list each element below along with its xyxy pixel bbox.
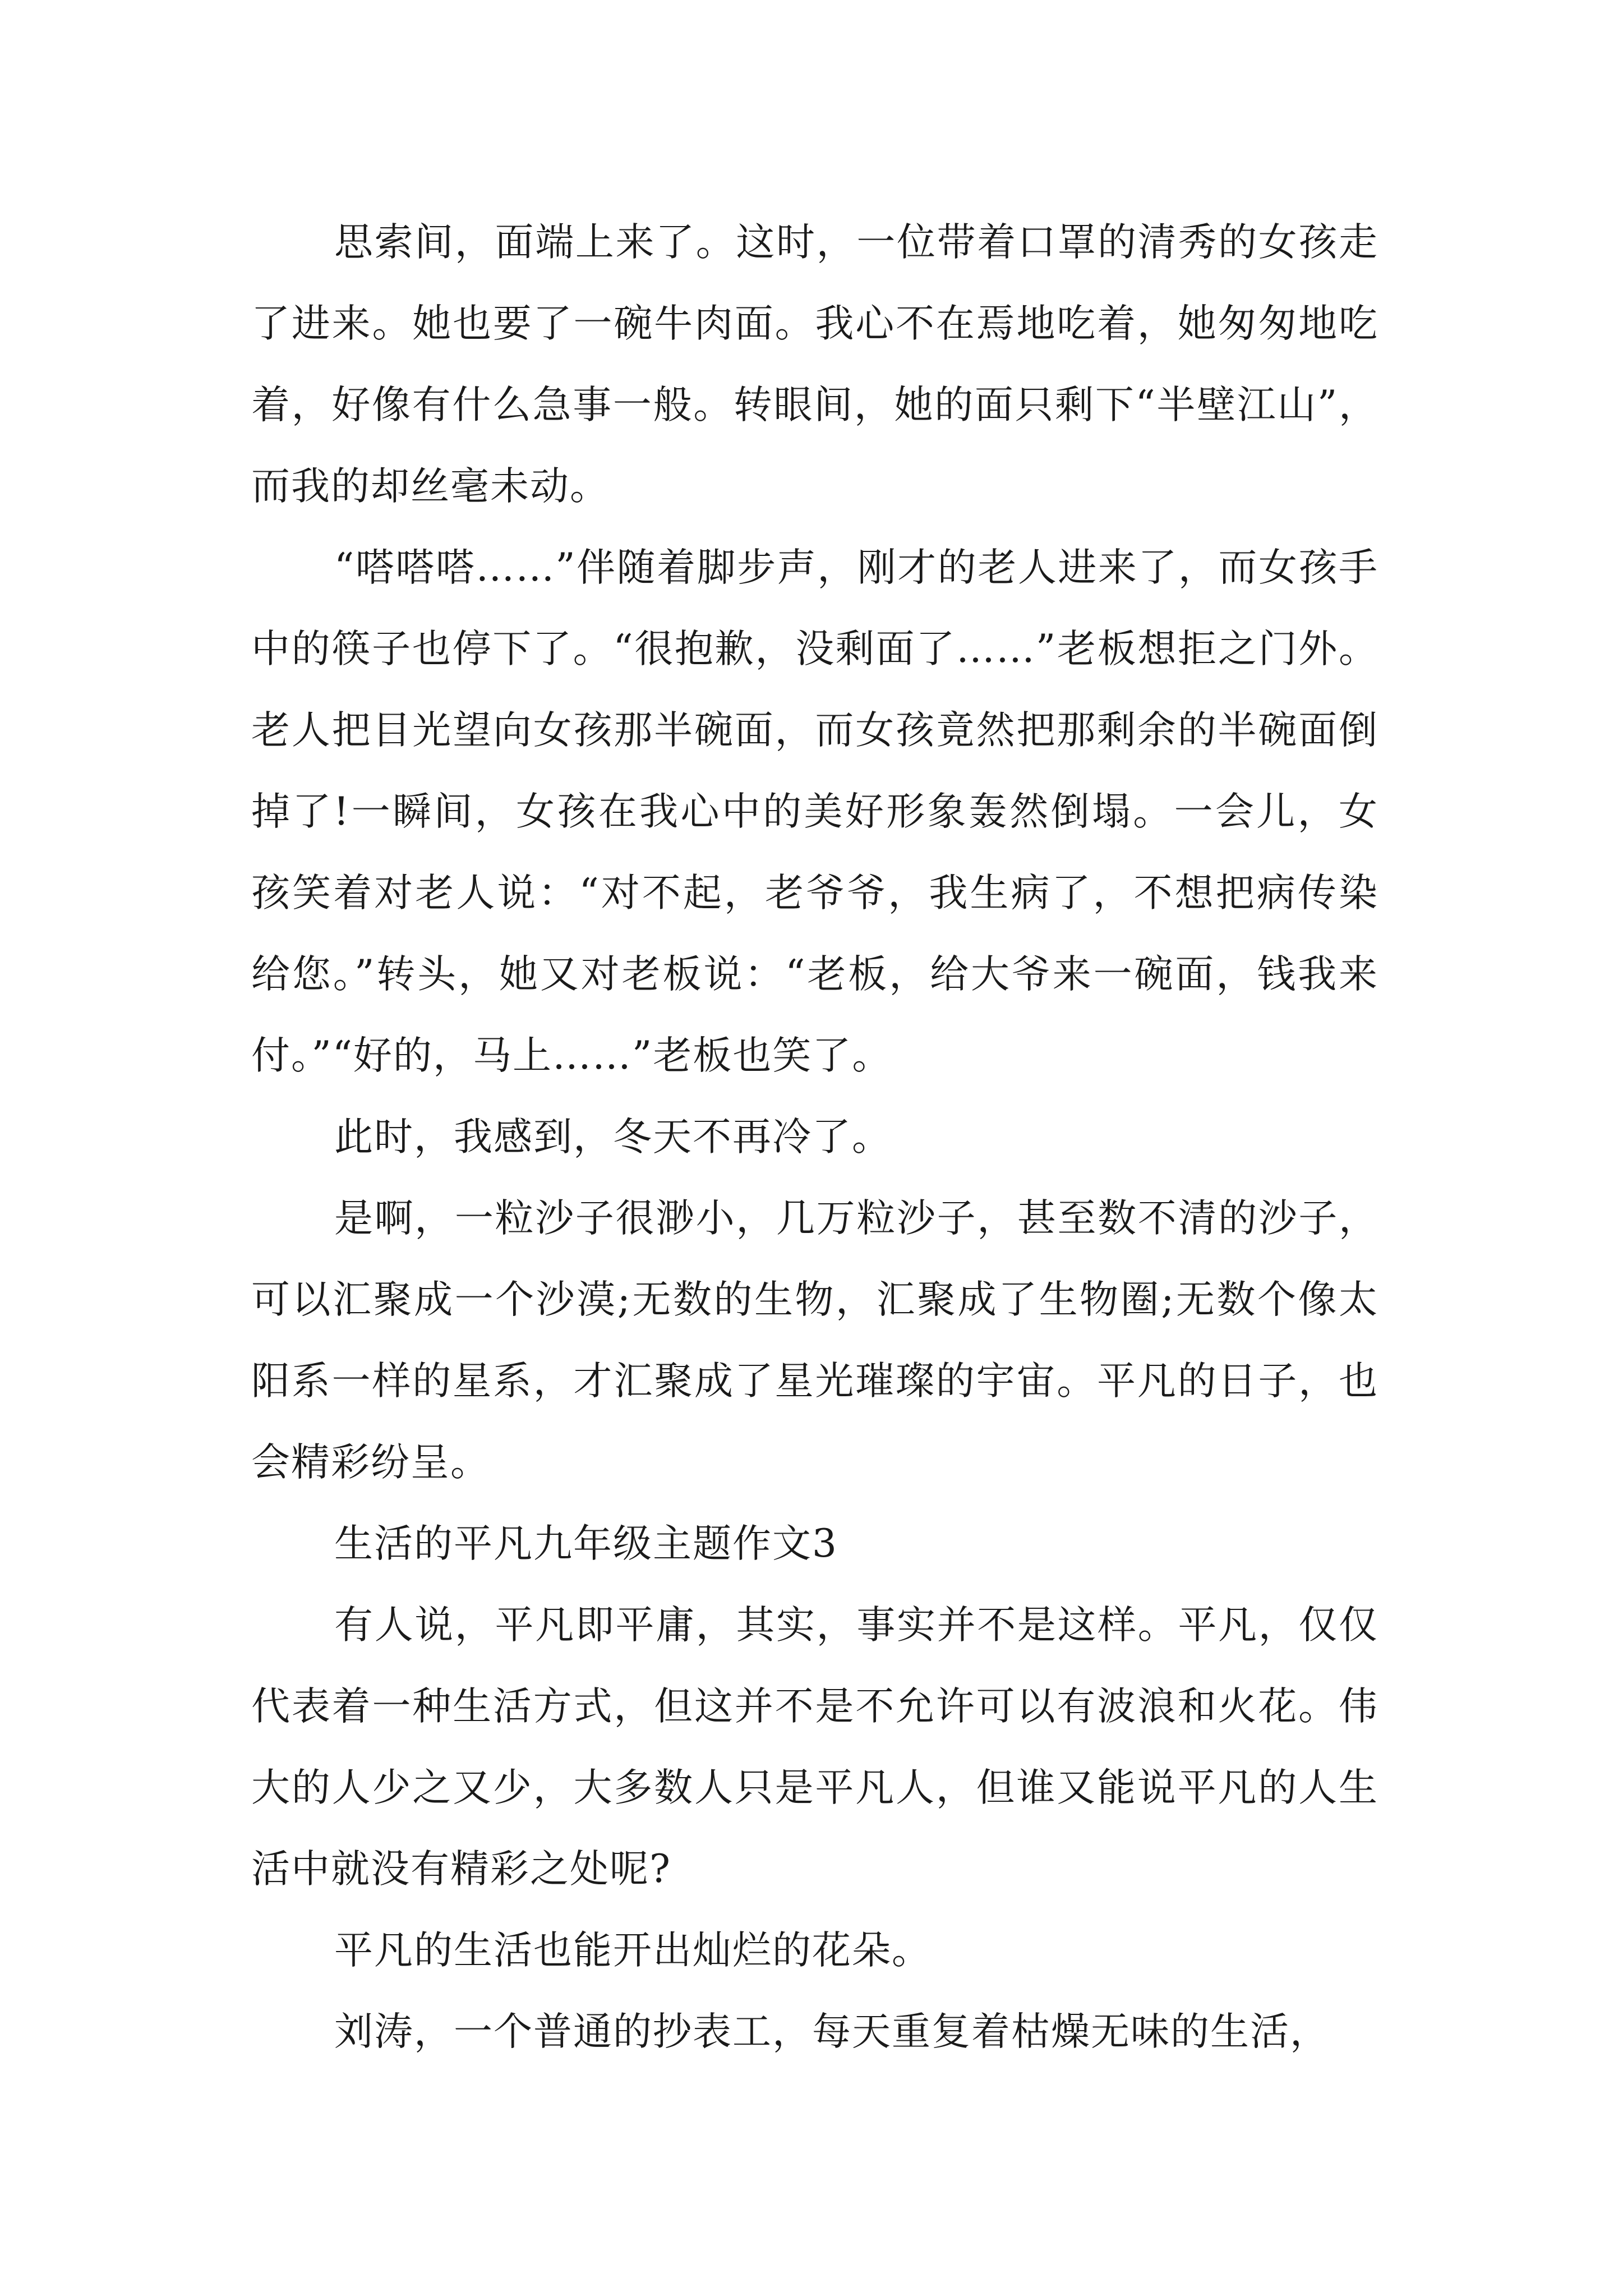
paragraph-old-man-returns: “嗒嗒嗒……”伴随着脚步声，刚才的老人进来了，而女孩手中的筷子也停下了。“很抱歉，没剩面了……”老板想拒之门外。老人把目光望向女孩那半碗面，而女孩竟然把那剩余的半碗面倒掉了!一瞬间，女孩在我心中的美好形象轰然倒塌。一会儿，女孩笑着对老人说：“对不起，老爷爷，我生病了，不想把病传染给您。”转头，她又对老板说：“老板，给大爷来一碗面，钱我来付。”“好的，马上……”老板也笑了。 [251, 545, 1378, 1078]
paragraph-ordinary-not-mediocre: 有人说，平凡即平庸，其实，事实并不是这样。平凡，仅仅代表着一种生活方式，但这并不是不允许可以有波浪和火花。伟大的人少之又少，大多数人只是平凡人，但谁又能说平凡的人生活中就没有精彩之处呢? [251, 1603, 1378, 1892]
essay-section-title: 生活的平凡九年级主题作文3 [334, 1521, 838, 1566]
paragraph-ordinary-flowers: 平凡的生活也能开出灿烂的花朵。 [334, 1928, 932, 1973]
document-body [251, 202, 1378, 2073]
paragraph-noodle-arrival: 思索间，面端上来了。这时，一位带着口罩的清秀的女孩走了进来。她也要了一碗牛肉面。我心不在焉地吃着，她匆匆地吃着，好像有什么急事一般。转眼间，她的面只剩下“半壁江山”，而我的却丝毫未动。 [251, 220, 1378, 509]
paragraph-liu-tao: 刘涛，一个普通的抄表工，每天重复着枯燥无味的生活， [334, 2009, 1330, 2054]
paragraph-sand-universe: 是啊，一粒沙子很渺小，几万粒沙子，甚至数不清的沙子，可以汇聚成一个沙漠;无数的生物，汇聚成了生物圈;无数个像太阳系一样的星系，才汇聚成了星光璀璨的宇宙。平凡的日子，也会精彩纷呈。 [251, 1196, 1378, 1485]
paragraph-winter-not-cold: 此时，我感到，冬天不再冷了。 [334, 1115, 892, 1159]
